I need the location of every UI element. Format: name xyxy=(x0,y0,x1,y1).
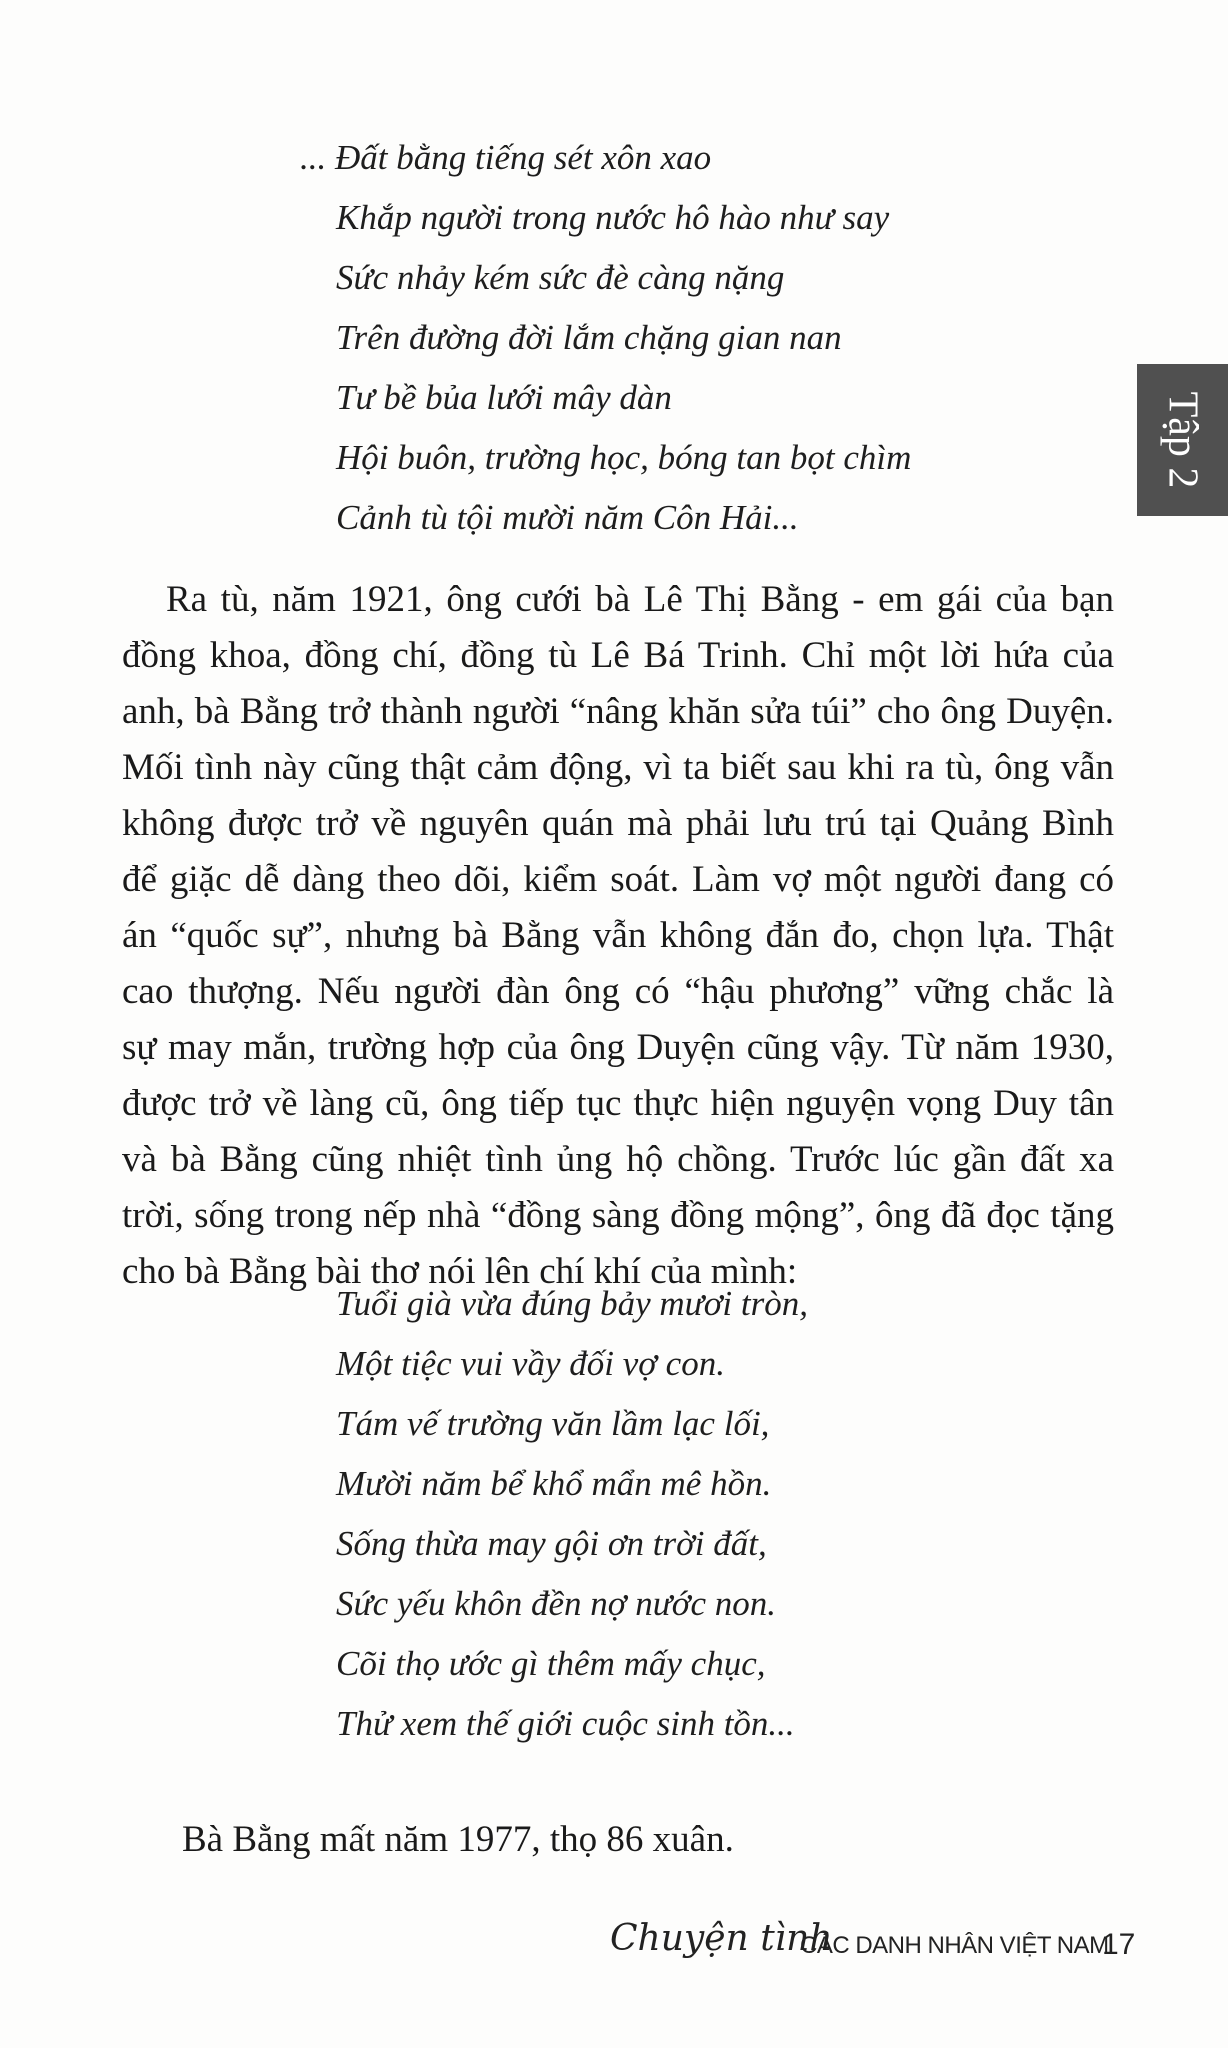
paragraph-line: án “quốc sự”, nhưng bà Bằng vẫn không đắn đo, chọn lựa. Thật xyxy=(122,915,1114,956)
paragraph-line: để giặc dễ dàng theo dõi, kiểm soát. Làm vợ một người đang có xyxy=(122,859,1114,900)
volume-tab-label: Tập 2 xyxy=(1159,391,1206,489)
paragraph-line: cho bà Bằng bài thơ nói lên chí khí của mình: xyxy=(122,1251,798,1292)
poem-line: Một tiệc vui vầy đối vợ con. xyxy=(336,1344,725,1383)
poem-line: ... Đất bằng tiếng sét xôn xao xyxy=(300,138,712,177)
footer-script-title: Chuyện tình xyxy=(610,1918,833,1959)
paragraph-line: đồng khoa, đồng chí, đồng tù Lê Bá Trinh. Chỉ một lời hứa của xyxy=(122,635,1114,676)
poem-line: Trên đường đời lắm chặng gian nan xyxy=(336,318,842,357)
paragraph-line: được trở về làng cũ, ông tiếp tục thực hiện nguyện vọng Duy tân xyxy=(122,1083,1114,1124)
poem-line: Sức yếu khôn đền nợ nước non. xyxy=(336,1584,776,1623)
paragraph-line: sự may mắn, trường hợp của ông Duyện cũng vậy. Từ năm 1930, xyxy=(122,1027,1114,1068)
page-footer xyxy=(0,1918,1228,1978)
paragraph-line: Mối tình này cũng thật cảm động, vì ta biết sau khi ra tù, ông vẫn xyxy=(122,747,1114,788)
poem-line: Cõi thọ ước gì thêm mấy chục, xyxy=(336,1644,766,1683)
poem-line: Thử xem thế giới cuộc sinh tồn... xyxy=(336,1704,795,1743)
poem-line: Tám vế trường văn lầm lạc lối, xyxy=(336,1404,770,1443)
volume-tab xyxy=(1137,364,1228,516)
paragraph-line: Ra tù, năm 1921, ông cưới bà Lê Thị Bằng - em gái của bạn xyxy=(166,579,1114,620)
closing-line: Bà Bằng mất năm 1977, thọ 86 xuân. xyxy=(182,1819,734,1860)
paragraph-line: trời, sống trong nếp nhà “đồng sàng đồng mộng”, ông đã đọc tặng xyxy=(122,1195,1114,1236)
poem-line: Sống thừa may gội ơn trời đất, xyxy=(336,1524,767,1563)
paragraph-line: cao thượng. Nếu người đàn ông có “hậu phương” vững chắc là xyxy=(122,971,1114,1012)
paragraph-line: và bà Bằng cũng nhiệt tình ủng hộ chồng. Trước lúc gần đất xa xyxy=(122,1139,1114,1180)
poem-line: Tuổi già vừa đúng bảy mươi tròn, xyxy=(336,1284,809,1323)
poem-line: Mười năm bể khổ mẩn mê hồn. xyxy=(336,1464,772,1503)
footer-book-title: CÁC DANH NHÂN VIỆT NAM xyxy=(800,1932,1109,1959)
poem-line: Tư bề bủa lưới mây dàn xyxy=(336,378,672,417)
poem-line: Hội buôn, trường học, bóng tan bọt chìm xyxy=(336,438,912,477)
poem-line: Sức nhảy kém sức đè càng nặng xyxy=(336,258,785,297)
poem-line: Khắp người trong nước hô hào như say xyxy=(336,198,890,237)
page-number: 17 xyxy=(1102,1928,1136,1961)
paragraph-line: không được trở về nguyên quán mà phải lưu trú tại Quảng Bình xyxy=(122,803,1114,844)
poem-line: Cảnh tù tội mười năm Côn Hải... xyxy=(336,498,799,537)
paragraph-line: anh, bà Bằng trở thành người “nâng khăn sửa túi” cho ông Duyện. xyxy=(122,691,1114,732)
